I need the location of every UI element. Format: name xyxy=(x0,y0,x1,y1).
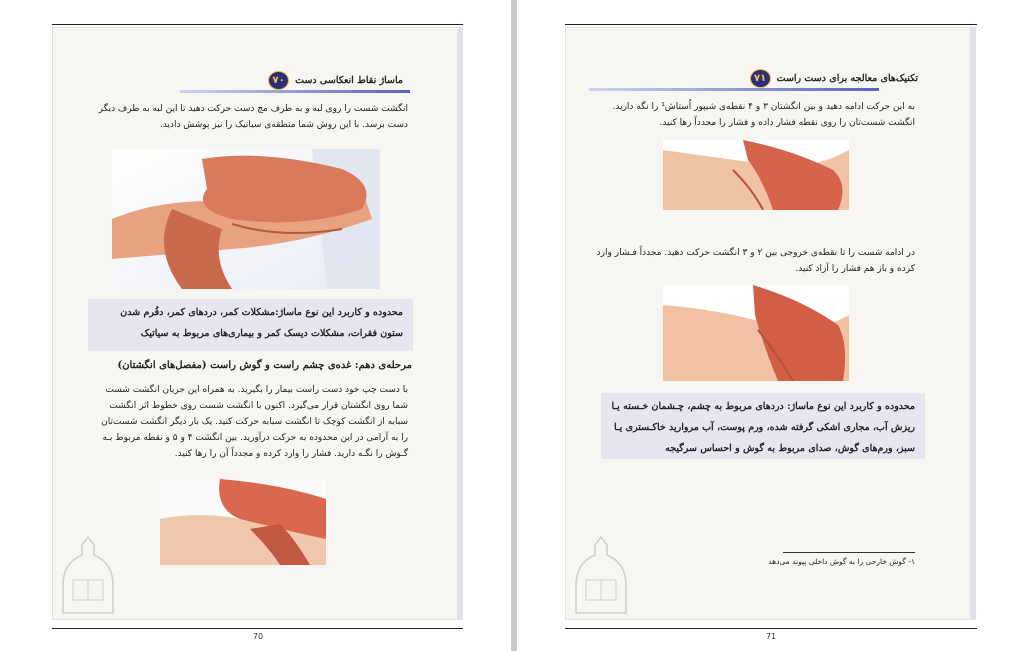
massage-photo-2 xyxy=(160,479,326,565)
footnote-divider xyxy=(783,552,915,553)
massage-photo-3 xyxy=(663,140,849,210)
page-number-badge: ۷۰ xyxy=(268,71,289,90)
library-seal-watermark xyxy=(58,535,118,619)
header-underline xyxy=(589,88,879,91)
right-page-pane xyxy=(517,0,1028,651)
footnote: ۱- گوش خارجی را به گوش داخلی پیوند می‌دهد xyxy=(768,557,915,566)
massage-photo-4 xyxy=(663,285,849,381)
header-title: تکنیک‌های معالجه برای دست راست xyxy=(776,73,918,84)
top-rule xyxy=(52,24,463,25)
library-seal-watermark xyxy=(571,535,631,619)
left-page-header xyxy=(268,71,403,90)
usage-highlight-box: محدوده و کاربرد این نوع ماساژ:مشکلات کمر، دردهای کمر، دفُرم شدن ستون فقرات، مشکلات دیسک کمر و بیماری‌های مربوط به سیاتیک xyxy=(88,299,413,351)
intro-paragraph: انگشت شست را روی لبه و به طرف مچ دست حرکت دهید تا این لبه به طرف دیگر دست برسد. با این روش شما منطقه‌ی سیاتیک را نیز پوشش دادید. xyxy=(98,104,408,130)
left-page-pane xyxy=(0,0,511,651)
page-number-footer: 70 xyxy=(252,632,264,641)
massage-photo-1 xyxy=(112,149,380,289)
paragraph-two: در ادامه شست را تا نقطه‌ی خروجی بین ۲ و ۳ انگشت حرکت دهید. مجدداً فـشار وارد کرده و باز هم فشار را آزاد کنید. xyxy=(596,248,915,274)
page-number-badge: ۷۱ xyxy=(750,69,771,88)
left-page-scan xyxy=(52,27,463,620)
top-rule xyxy=(565,24,977,25)
page-edge-shadow xyxy=(970,27,976,620)
page-edge-shadow xyxy=(457,27,463,620)
bottom-rule xyxy=(52,628,463,629)
usage-highlight-box: محدوده و کاربرد این نوع ماساژ: دردهای مربوط به چشم، چـشمان خـسته یـا ریزش آب، مجاری اشکی گرفته شده، ورم پوست، آب مروارید خاکـستری یـا سبز، ورم‌های گوش، صدای مربوط به گوش و احساس سرگیجه xyxy=(601,393,925,459)
bottom-rule xyxy=(565,628,977,629)
header-underline xyxy=(180,90,410,93)
header-title: ماساژ نقاط انعکاسی دست xyxy=(295,75,403,86)
stage-ten-paragraph: با دست چپ خود دست راست بیمار را بگیرید. به همراه این جریان انگشت شست شما روی انگشتان قرار می‌گیرد. اکنون با انگشت شست روی خطوط اثر انگشت سبابه از انگشت کوچک تا انگشت سبابه حرکت کنید. یک بار دیگر انگشت شست‌تان را به آرامی در این محدوده به حرکت درآورید. بین انگشت ۴ و ۵ و نقطه مربوط بـه گـوش را نگـه دارید. فشار را وارد کرده و مجدداً آن را رها کنید. xyxy=(101,385,408,459)
right-page-header xyxy=(750,69,918,88)
paragraph-one: به این حرکت ادامه دهید و بین انگشتان ۳ و ۴ نقطه‌ی شیپور اُستاش¹ را نگه دارید. انگشت شست‌تان را روی نقطه فشار داده و فشار را مجدداً رها کنید. xyxy=(612,102,915,128)
page-number-footer: 71 xyxy=(765,632,777,641)
stage-ten-heading: مرحله‌ی دهم: غده‌ی چشم راست و گوش راست (مفصل‌های انگشتان) xyxy=(117,360,412,371)
right-page-scan xyxy=(565,27,976,620)
